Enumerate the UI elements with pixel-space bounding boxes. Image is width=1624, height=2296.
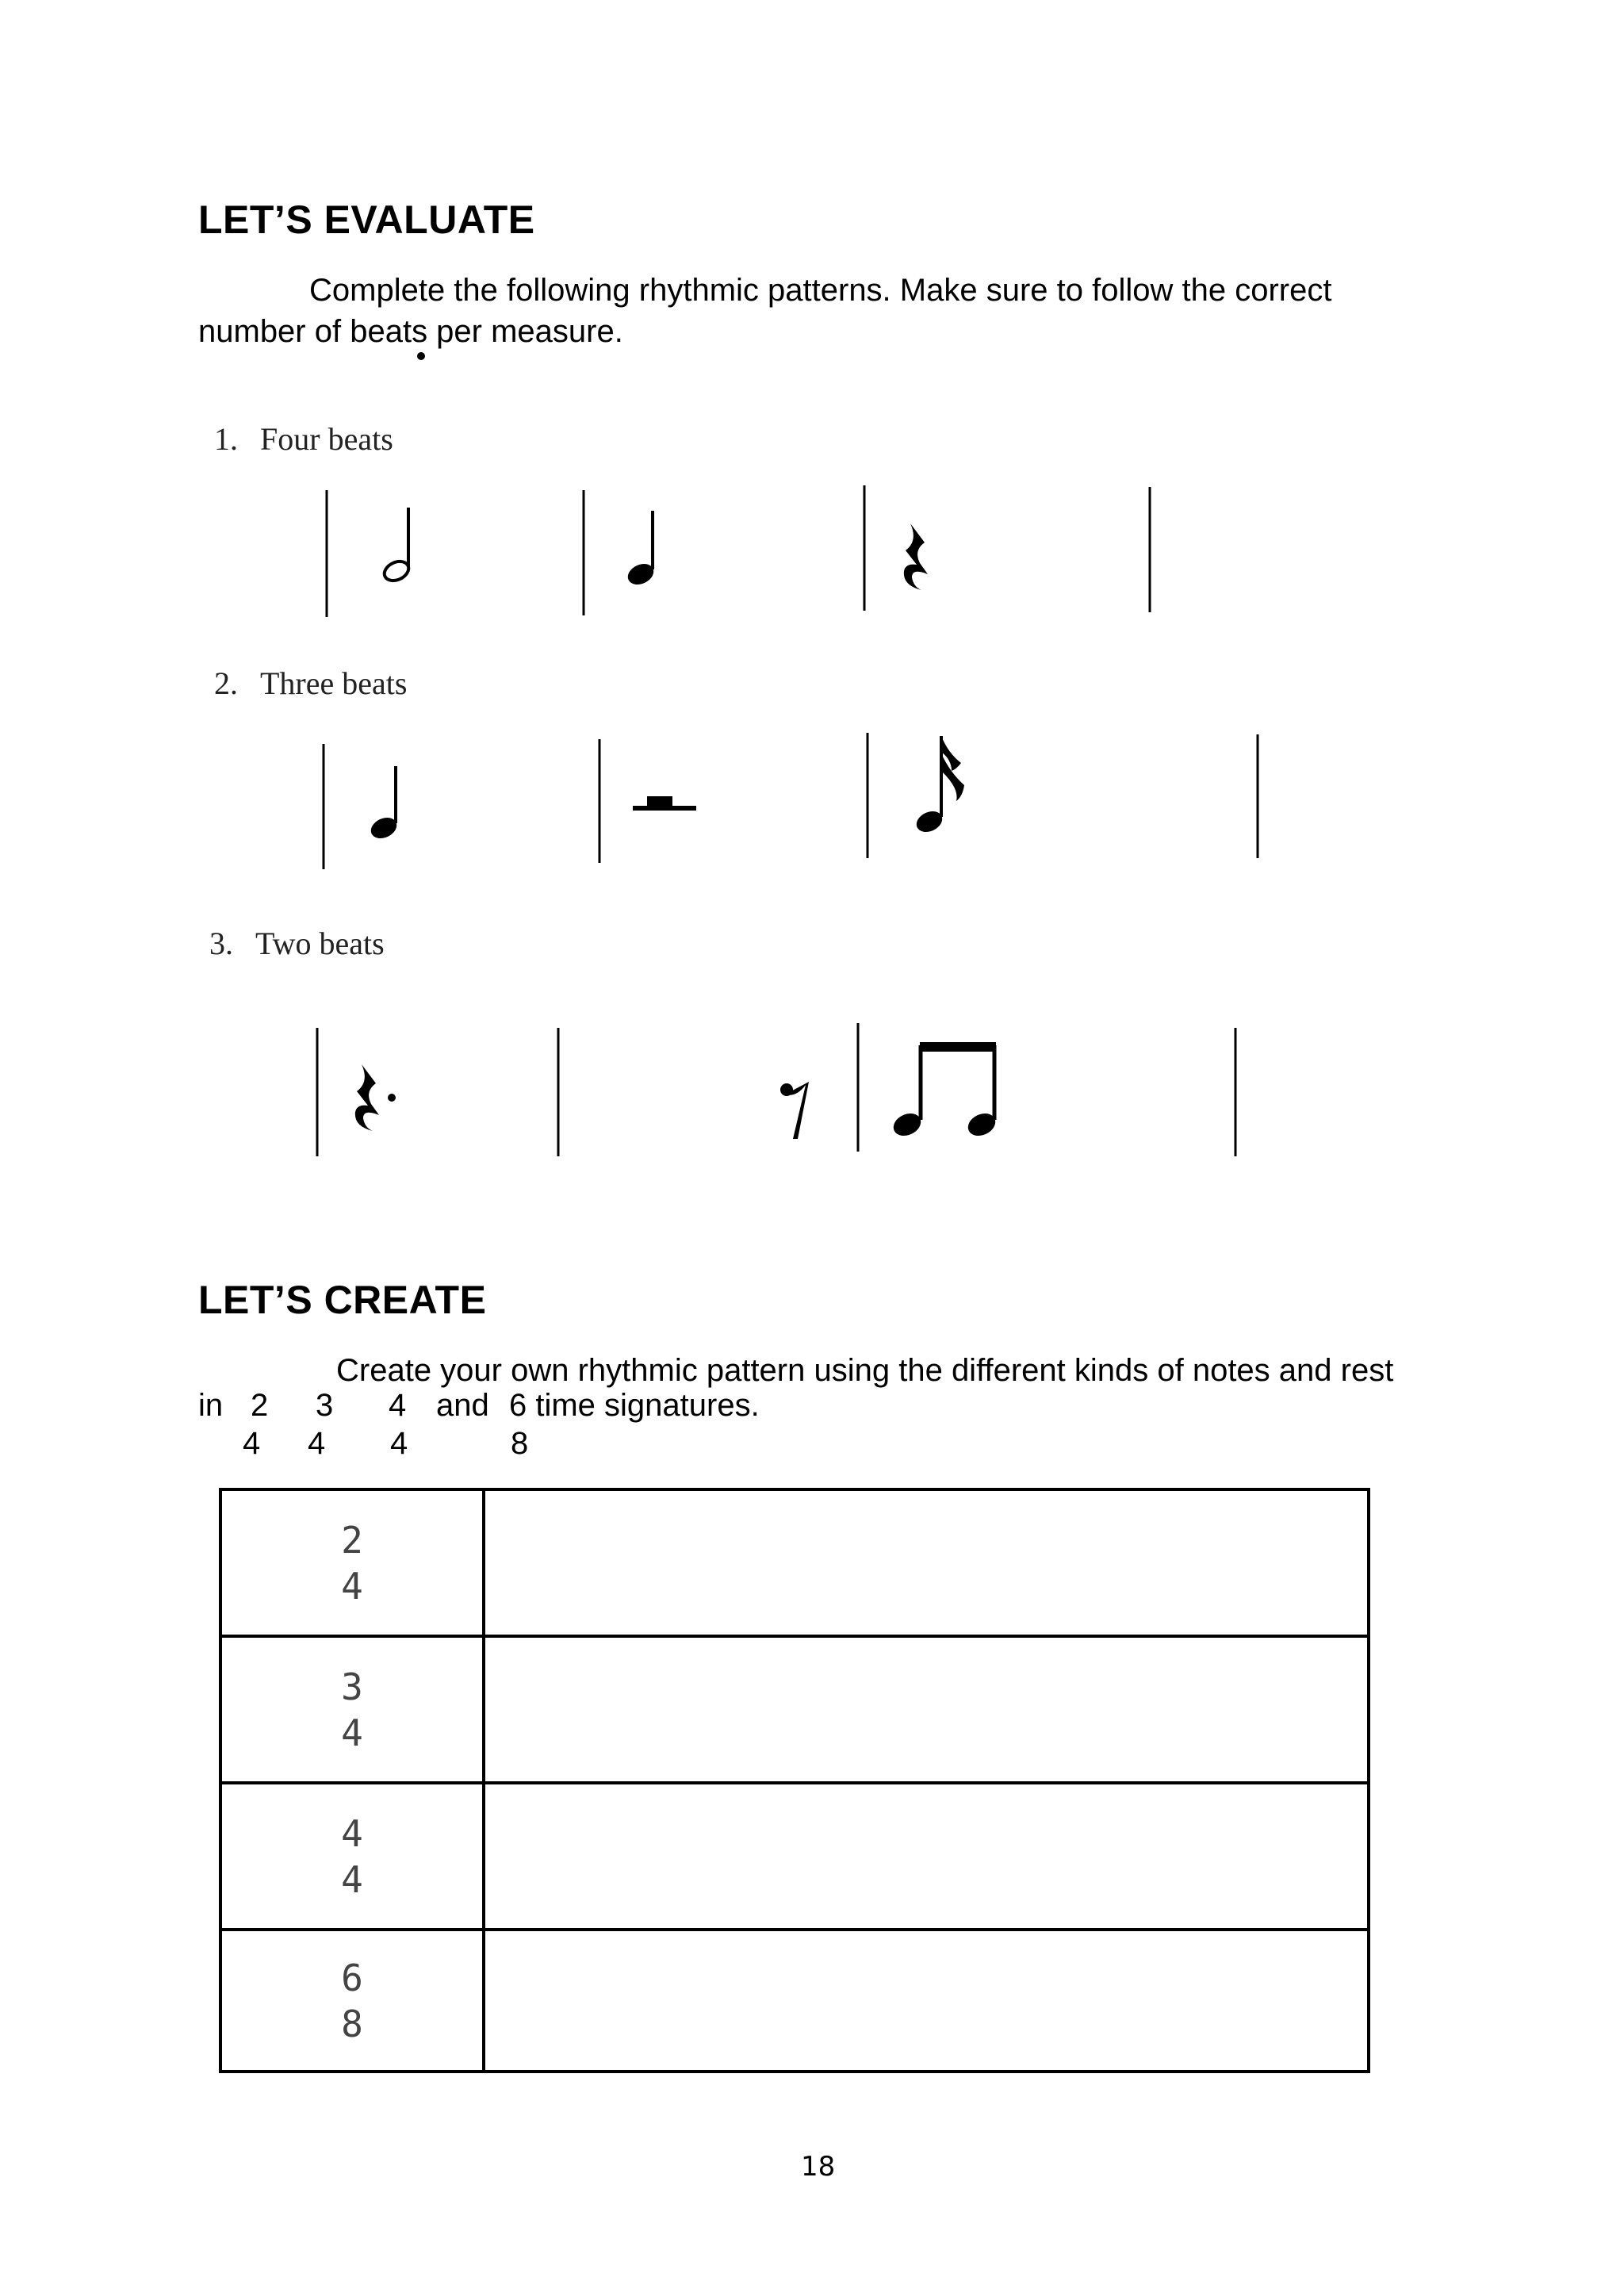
quarter-rest-icon <box>904 523 928 590</box>
time-sig-denominator: 8 <box>341 2002 363 2045</box>
time-sig-bottom-4: 8 <box>511 1426 529 1461</box>
evaluate-instruction-line2: number of beats per measure. <box>198 314 623 349</box>
time-sig-top-3: 4 <box>389 1388 407 1423</box>
exercise-1-number: 1. <box>214 421 238 457</box>
answer-cell[interactable] <box>484 1783 1369 1930</box>
sixteenth-note-icon <box>914 736 964 836</box>
time-sig-numerator: 3 <box>341 1665 363 1708</box>
exercise-1-staff <box>327 485 1150 617</box>
quarter-note-icon <box>625 511 657 588</box>
time-sig-numerator: 4 <box>341 1811 363 1855</box>
page-number: 18 <box>801 2151 836 2183</box>
time-signature-table <box>219 1488 1370 2073</box>
quarter-note-icon <box>368 766 400 842</box>
answer-cell[interactable] <box>484 1636 1369 1783</box>
exercise-3-number: 3. <box>209 926 233 961</box>
time-signature-cell <box>220 1783 484 1930</box>
exercise-3-text: Two beats <box>255 926 385 961</box>
answer-cell[interactable] <box>484 1489 1369 1636</box>
time-signature-cell <box>220 1930 484 2072</box>
create-line2-prefix: in <box>198 1388 224 1423</box>
exercise-2-staff <box>324 733 1258 869</box>
time-sig-denominator: 4 <box>341 1711 363 1754</box>
eighth-rest-icon <box>780 1082 809 1139</box>
table-row <box>220 1636 1369 1783</box>
create-instruction-line1: Create your own rhythmic pattern using the different kinds of notes and rest <box>336 1353 1394 1388</box>
half-rest-icon <box>633 796 696 808</box>
time-sig-bottom-1: 4 <box>243 1426 261 1461</box>
create-line2-and: and <box>436 1388 489 1423</box>
dotted-quarter-rest-icon <box>355 1064 396 1131</box>
evaluate-heading: LET’S EVALUATE <box>198 197 535 242</box>
table-row <box>220 1783 1369 1930</box>
time-sig-top-1: 2 <box>251 1388 269 1423</box>
time-sig-numerator: 6 <box>341 1956 363 1999</box>
exercise-3-staff <box>317 1023 1235 1156</box>
time-sig-top-2: 3 <box>316 1388 334 1423</box>
time-signature-cell <box>220 1636 484 1783</box>
time-sig-bottom-2: 4 <box>308 1426 326 1461</box>
time-sig-bottom-3: 4 <box>390 1426 408 1461</box>
table-row <box>220 1489 1369 1636</box>
create-line2-suffix: 6 time signatures. <box>509 1388 760 1423</box>
exercise-2-number: 2. <box>214 665 238 701</box>
evaluate-instruction-line1: Complete the following rhythmic patterns. Make sure to follow the correct <box>309 273 1332 308</box>
time-sig-denominator: 4 <box>341 1857 363 1901</box>
beamed-eighth-notes-icon <box>890 1042 999 1140</box>
time-sig-numerator: 2 <box>341 1518 363 1562</box>
table-row <box>220 1930 1369 2072</box>
exercise-1-text: Four beats <box>260 421 393 457</box>
create-heading: LET’S CREATE <box>198 1278 487 1322</box>
half-note-icon <box>381 508 412 585</box>
time-signature-cell <box>220 1489 484 1636</box>
time-sig-denominator: 4 <box>341 1564 363 1608</box>
answer-cell[interactable] <box>484 1930 1369 2072</box>
exercise-2-text: Three beats <box>260 665 408 701</box>
